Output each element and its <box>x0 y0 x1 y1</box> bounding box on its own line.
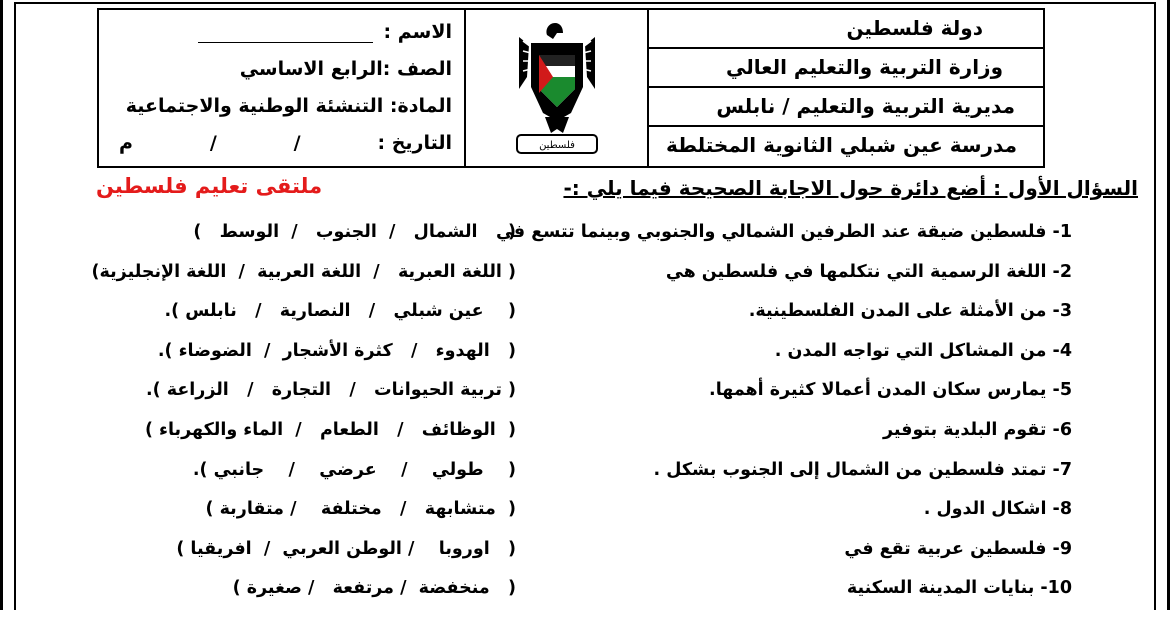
subject-row: المادة: التنشئة الوطنية والاجتماعية <box>125 95 452 117</box>
question-section-title: السؤال الأول : أضع دائرة حول الاجابة الصحيحة فيما يلي :- <box>563 176 1138 200</box>
question-row <box>0 262 1170 302</box>
question-options[interactable]: ( متشابهة / مختلفة / متقاربة ) <box>193 499 516 520</box>
question-row <box>0 222 1170 262</box>
date-row <box>109 125 452 162</box>
question-text: 6- تقوم البلدية بتوفير <box>882 419 1072 440</box>
question-row <box>0 578 1170 618</box>
question-text: 7- تمتد فلسطين من الشمال إلى الجنوب بشكل . <box>653 459 1072 480</box>
country-row: دولة فلسطين <box>649 10 1043 49</box>
question-text: 9- فلسطين عربية تقع في <box>844 538 1072 559</box>
question-options[interactable]: ( عين شبلي / النصارية / نابلس ). <box>152 301 516 322</box>
question-options[interactable]: ( طولي / عرضي / جانبي ). <box>174 459 516 480</box>
institution-box <box>649 10 1043 166</box>
question-text: 1- فلسطين ضيقة عند الطرفين الشمالي والجنوبي وبينما تتسع في <box>495 222 1072 242</box>
question-row <box>0 380 1170 420</box>
question-row <box>0 499 1170 539</box>
date-label: التاريخ : <box>377 132 452 154</box>
question-text: 3- من الأمثلة على المدن الفلسطينية. <box>748 301 1072 322</box>
question-options[interactable]: ( منخفضة / مرتفعة / صغيرة ) <box>214 578 516 599</box>
student-info-box <box>99 10 466 166</box>
question-list <box>0 222 1170 618</box>
question-text: 8- اشكال الدول . <box>923 499 1072 520</box>
question-row <box>0 460 1170 500</box>
question-options[interactable]: ( الشمال / الجنوب / الوسط ) <box>193 222 516 242</box>
question-row <box>0 539 1170 579</box>
question-row <box>0 420 1170 460</box>
palestine-eagle-emblem-icon <box>509 17 605 159</box>
question-options[interactable]: ( الوظائف / الطعام / الماء والكهرباء ) <box>132 419 516 440</box>
name-label: الاسم : <box>383 21 452 43</box>
question-options[interactable]: ( اللغة العبرية / اللغة العربية / اللغة الإنجليزية) <box>91 261 516 282</box>
question-text: 2- اللغة الرسمية التي نتكلمها في فلسطين هي <box>665 261 1072 282</box>
logo-cell <box>466 10 649 166</box>
grade-row: الصف :الرابع الاساسي <box>239 58 452 80</box>
question-text: 4- من المشاكل التي تواجه المدن . <box>774 340 1072 361</box>
forum-name: ملتقى تعليم فلسطين <box>96 174 323 198</box>
school-row: مدرسة عين شبلي الثانوية المختلطة <box>665 133 1017 157</box>
date-sep-2: / <box>209 132 217 154</box>
question-text: 10- بنايات المدينة السكنية <box>846 578 1072 599</box>
date-sep-1: / <box>293 132 301 154</box>
ministry-row: وزارة التربية والتعليم العالي <box>649 49 1043 88</box>
name-blank-field[interactable] <box>198 22 373 43</box>
worksheet-header <box>97 8 1045 168</box>
question-row <box>0 341 1170 381</box>
question-options[interactable]: ( تربية الحيوانات / التجارة / الزراعة ). <box>139 380 516 401</box>
emblem-banner-text: فلسطين <box>538 140 575 151</box>
directorate-row: مديرية التربية والتعليم / نابلس <box>649 88 1043 127</box>
date-suffix: م <box>119 132 133 154</box>
question-row <box>0 301 1170 341</box>
question-options[interactable]: ( الهدوء / كثرة الأشجار / الضوضاء ). <box>151 340 516 361</box>
question-text: 5- يمارس سكان المدن أعمالا كثيرة أهمها. <box>709 380 1072 401</box>
name-row <box>109 14 452 51</box>
question-options[interactable]: ( اوروبا / الوطن العربي / افريقيا ) <box>164 538 516 559</box>
